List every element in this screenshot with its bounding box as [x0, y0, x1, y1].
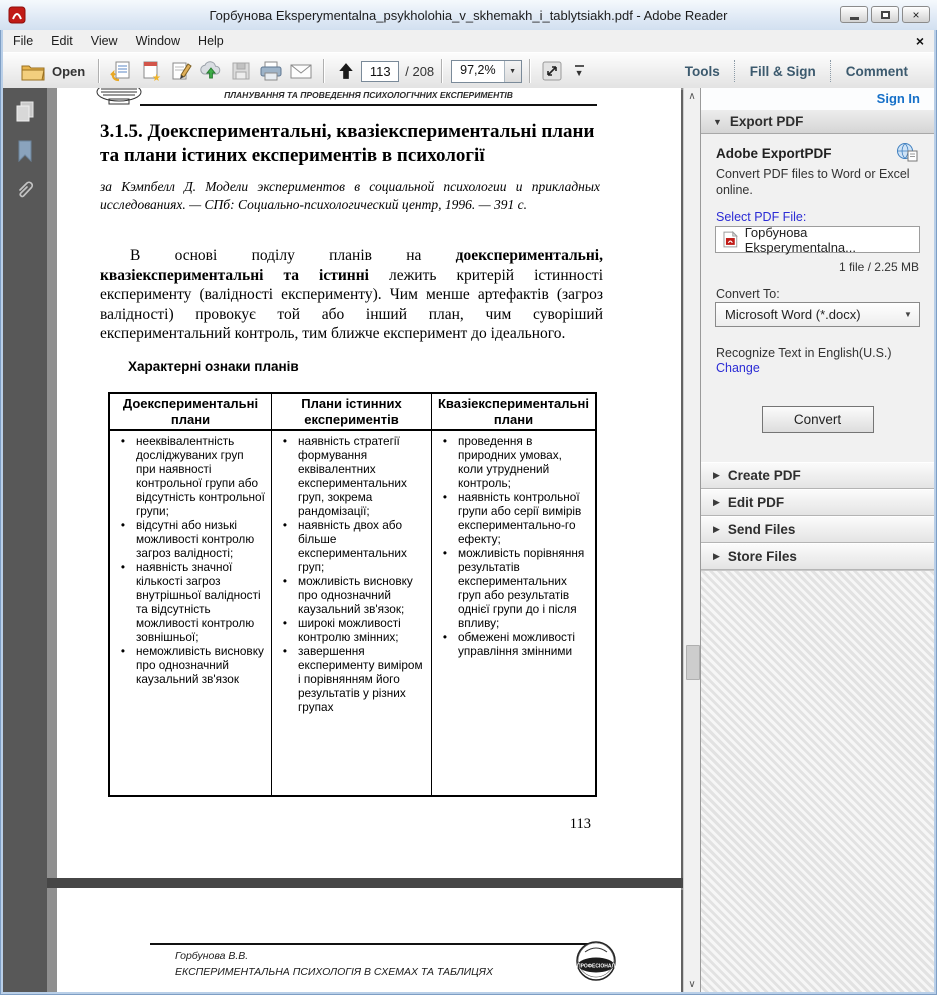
bullet-text: відсутні або низькі можливості контролю загроз валідності; [136, 518, 255, 560]
sign-in-link[interactable]: Sign In [876, 91, 920, 106]
bullet-icon: • [282, 434, 288, 448]
bookmark-icon [17, 140, 33, 162]
bullet-icon: • [120, 518, 126, 532]
bullet-text: наявність двох або більше експериментальних груп; [298, 518, 407, 574]
bullet-text: наявність стратегії формування еквівалентних експериментальних груп, зокрема рандомізації; [298, 434, 407, 518]
page-number: 113 [569, 816, 591, 832]
chevron-right-icon: ▶ [713, 497, 720, 507]
toolbar-separator [323, 59, 324, 83]
file-info: 1 file / 2.25 MB [838, 260, 919, 274]
menu-view[interactable]: View [90, 34, 118, 48]
recognize-text-label: Recognize Text in English(U.S.) [716, 346, 892, 360]
document-scrollbar[interactable] [683, 88, 700, 992]
chevron-right-icon: ▶ [713, 524, 720, 534]
export-pdf-label: Export PDF [729, 114, 804, 129]
page-up-button[interactable] [333, 58, 359, 84]
product-name: Adobe ExportPDF [716, 146, 832, 161]
zoom-control[interactable] [451, 60, 521, 83]
chevron-right-icon: ▶ [713, 470, 720, 480]
chevron-down-icon: ▼ [713, 116, 722, 127]
pdf-page-114-top [57, 888, 681, 992]
sign-document-icon[interactable] [168, 58, 194, 84]
menubar-close-icon[interactable]: × [915, 33, 924, 49]
column-header: Плани істинних експериментів [272, 394, 431, 431]
section-label: Store Files [727, 549, 797, 564]
scroll-down-icon[interactable]: ∨ [688, 978, 696, 990]
table-bullet-item [432, 630, 595, 658]
panel-empty-area [701, 570, 934, 992]
bookmarks-button[interactable] [3, 140, 47, 162]
table-bullet-item [110, 434, 271, 518]
table-bullet-item [272, 644, 431, 714]
fit-window-icon[interactable] [539, 58, 565, 84]
footer-rule [150, 943, 590, 945]
format-value: Microsoft Word (*.docx) [725, 307, 861, 322]
footer-author: Горбунова В.В. [175, 950, 249, 962]
close-button[interactable] [902, 6, 930, 23]
zoom-value: 97,2% [460, 62, 496, 77]
table-bullet-item [110, 644, 271, 686]
bullet-icon: • [282, 616, 288, 630]
toolbar-separator [529, 59, 530, 83]
bullet-text: можливість порівняння результатів експериментальних груп або результатів однієї групи до і після впливу; [458, 546, 585, 630]
section-label: Create PDF [727, 468, 801, 483]
open-label: Open [52, 63, 86, 79]
bullet-text: наявність значної кількості загроз внутрішньої валідності та відсутність можливості контролю зовнішньої; [136, 560, 261, 644]
table-bullet-item [432, 434, 595, 490]
restore-button[interactable] [871, 6, 899, 23]
star-glyph: ★ [152, 73, 162, 82]
select-pdf-file-label: Select PDF File: [716, 210, 807, 224]
menu-window[interactable]: Window [135, 34, 181, 48]
page-number-input[interactable] [361, 61, 399, 82]
scrollbar-thumb[interactable] [686, 645, 700, 680]
export-online-icon [896, 142, 918, 162]
table-bullet-item [272, 574, 431, 616]
table-bullet-item [110, 560, 271, 644]
bullet-icon: • [282, 574, 288, 588]
bullet-icon: • [120, 434, 126, 448]
university-emblem-icon [95, 88, 143, 105]
minimize-icon [850, 17, 859, 20]
comment-button[interactable]: Comment [845, 63, 908, 79]
email-icon[interactable] [288, 58, 314, 84]
selected-file-field[interactable] [715, 226, 920, 253]
export-pdf-body [701, 134, 934, 462]
table-column-preexperimental [110, 394, 272, 795]
column-header: Квазіекспериментальні плани [432, 394, 595, 431]
restore-icon [881, 11, 890, 19]
attachments-button[interactable] [3, 180, 47, 204]
convert-to-label: Convert To: [716, 287, 780, 301]
section-label: Send Files [727, 522, 796, 537]
table-bullet-item [272, 616, 431, 644]
cloud-upload-icon[interactable] [198, 58, 224, 84]
bullet-text: широкі можливості контролю змінних; [298, 616, 401, 644]
window-title: Горбунова Eksperymentalna_psykholohia_v_skhemakh_i_tablytsiakh.pdf - Adobe Reader [209, 7, 728, 23]
folder-icon [21, 62, 45, 81]
toolbar-overflow-icon[interactable]: ▼ [575, 65, 584, 78]
create-pdf-icon[interactable] [138, 58, 164, 84]
selected-file-name: Горбунова Eksperymentalna... [744, 224, 856, 255]
bullet-text: проведення в природних умовах, коли утруднений контроль; [458, 434, 562, 490]
toolbar-separator [441, 59, 442, 83]
menu-bar [3, 30, 934, 53]
close-icon: × [912, 7, 920, 22]
save-icon[interactable] [228, 58, 254, 84]
zoom-dropdown-icon[interactable]: ▼ [504, 61, 521, 82]
section-label: Edit PDF [727, 495, 785, 510]
body-paragraph: В основі поділу планів на доекспериментальні, квазіекспериментальні та істинні лежить критерій істинності експерименту (валідності експерименту). Чим менше артефактів (загроз валідності) провокує той або інший план, чим суворіший експериментальний контроль, тим ближче експеримент до ідеального. [100, 247, 604, 342]
bullet-text: завершення експерименту виміром і порівнянням його результатів у різних групах [298, 644, 423, 714]
pdf-page-113 [57, 88, 681, 878]
sign-in-bar [701, 88, 934, 111]
title-bar [0, 0, 937, 30]
toolbar-right-group [671, 53, 922, 89]
export-pdf-header[interactable] [701, 110, 934, 134]
panel-section-store-files[interactable] [701, 543, 934, 570]
fill-sign-button[interactable]: Fill & Sign [749, 63, 816, 79]
menu-file[interactable]: File [13, 34, 34, 48]
dropdown-arrow-icon: ▼ [904, 310, 912, 319]
bullet-icon: • [282, 644, 288, 658]
table-bullet-item [272, 434, 431, 518]
column-body [110, 431, 271, 795]
bullet-text: нееквівалентність досліджуваних груп при наявності контрольної групи або відсутність контрольної групи; [136, 434, 265, 518]
bullet-icon: • [120, 644, 126, 658]
header-rule [140, 104, 597, 106]
table-column-true-experiments [272, 394, 432, 795]
column-header: Доекспериментальні плани [110, 394, 271, 431]
convert-button[interactable]: Convert [762, 406, 874, 433]
product-description: Convert PDF files to Word or Excel online. [716, 167, 910, 197]
up-arrow-icon [337, 62, 355, 80]
footer-book-title: ЕКСПЕРИМЕНТАЛЬНА ПСИХОЛОГІЯ В СХЕМАХ ТА ТАБЛИЦЯХ [175, 966, 493, 978]
page-separator [47, 878, 683, 888]
pdf-file-icon [723, 231, 738, 248]
column-body [272, 431, 431, 795]
page-thumbnails-button[interactable] [3, 100, 47, 124]
tools-panel [700, 88, 934, 992]
menu-edit[interactable]: Edit [51, 34, 73, 48]
bullet-icon: • [442, 490, 448, 504]
table-bullet-item [110, 518, 271, 560]
bullet-text: наявність контрольної групи або серії вимірів експериментально-го ефекту; [458, 490, 582, 546]
publisher-stamp-icon [575, 940, 617, 982]
bullet-text: можливість висновку про однозначний каузальний зв'язок; [298, 574, 413, 616]
tools-button[interactable]: Tools [684, 63, 720, 79]
bullet-icon: • [442, 546, 448, 560]
table-bullet-item [272, 518, 431, 574]
toolbar-separator [98, 59, 99, 83]
window-controls [840, 6, 930, 23]
chevron-right-icon: ▶ [713, 551, 720, 561]
table-bullet-item [432, 490, 595, 546]
send-file-icon[interactable] [108, 58, 134, 84]
citation-text: за Кэмпбелл Д. Модели экспериментов в социальной психологии и прикладных исследованиях. — СПб: Социально-психологический центр, 1996. — 391 с. [100, 179, 600, 212]
menu-help[interactable]: Help [198, 34, 224, 48]
plans-table [108, 392, 597, 797]
section-title: 3.1.5. Доекспериментальні, квазіекспериментальні плани та плани істиних експериментів в психології [100, 121, 595, 166]
table-column-quasiexperimental [432, 394, 595, 795]
main-area [3, 88, 934, 992]
print-icon[interactable] [258, 58, 284, 84]
bullet-icon: • [282, 518, 288, 532]
bullet-icon: • [120, 560, 126, 574]
stamp-text: ПРОФЕСІОНАЛ [576, 963, 616, 970]
change-language-link[interactable]: Change [716, 361, 760, 375]
bullet-text: обмежені можливості управління змінними [458, 630, 575, 658]
table-caption: Характерні ознаки планів [128, 359, 299, 374]
page-total-label: / 208 [405, 63, 435, 79]
document-viewport[interactable] [47, 88, 683, 992]
bullet-icon: • [442, 630, 448, 644]
toolbar [3, 52, 934, 90]
format-dropdown[interactable] [715, 302, 920, 327]
scroll-up-icon[interactable]: ∧ [688, 90, 696, 102]
bullet-icon: • [442, 434, 448, 448]
paperclip-icon [14, 180, 36, 204]
panel-section-send-files[interactable] [701, 516, 934, 543]
column-body [432, 431, 595, 795]
panel-section-edit-pdf[interactable] [701, 489, 934, 516]
table-bullet-item [432, 546, 595, 630]
open-button[interactable] [15, 60, 91, 83]
pages-icon [14, 100, 36, 124]
panel-section-create-pdf[interactable] [701, 462, 934, 489]
bullet-text: неможливість висновку про однозначний каузальний зв'язок [136, 644, 264, 686]
minimize-button[interactable] [840, 6, 868, 23]
navigation-sidebar [3, 88, 48, 992]
running-header: ПЛАНУВАННЯ ТА ПРОВЕДЕННЯ ПСИХОЛОГІЧНИХ ЕКСПЕРИМЕНТІВ [224, 90, 513, 100]
